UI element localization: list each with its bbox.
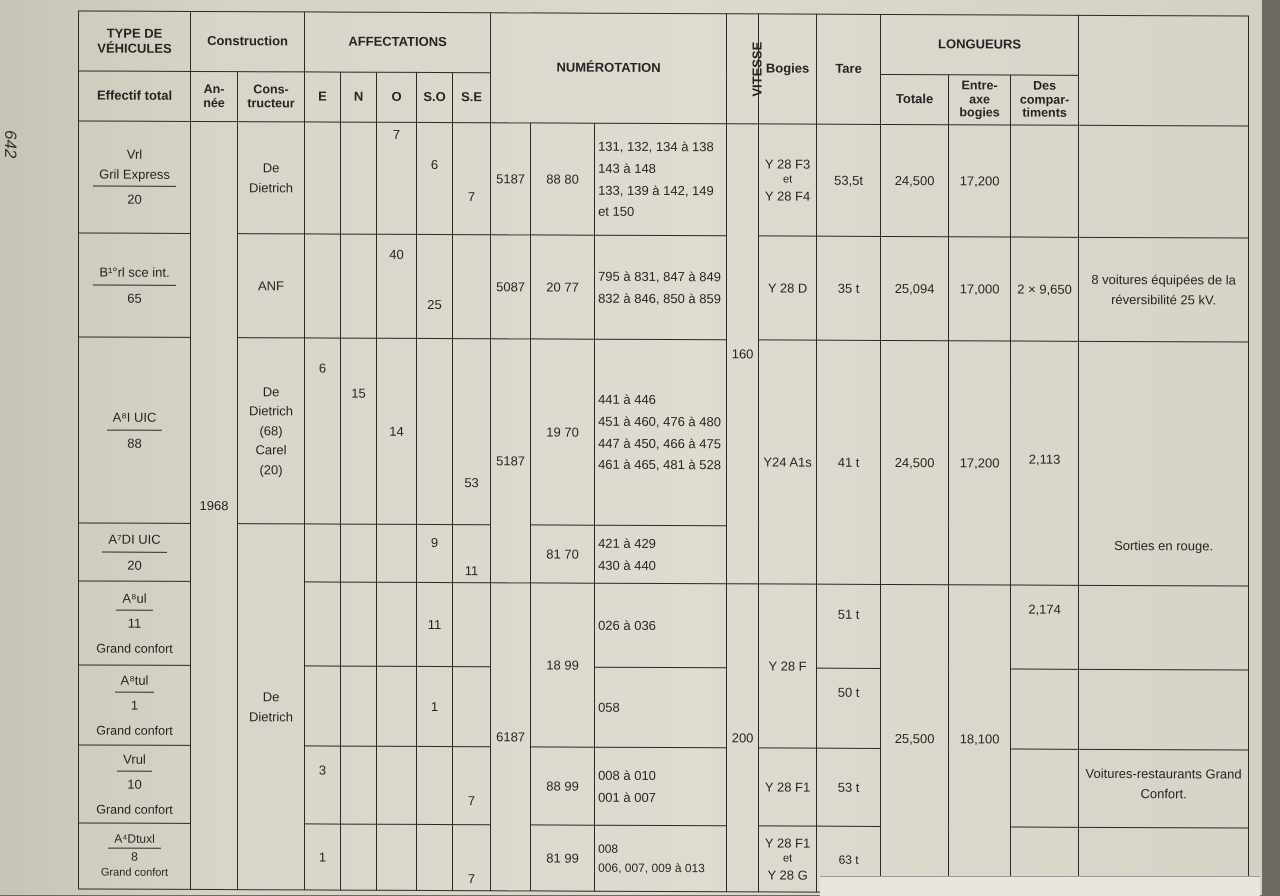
entraxe-cell: 17,000	[949, 237, 1011, 341]
vehicle-subtitle: Grand confort	[96, 802, 173, 817]
vehicle-subtitle: Grand confort	[96, 723, 173, 738]
aff-e	[305, 582, 341, 666]
aff-o: 40	[377, 234, 417, 338]
header-tare: Tare	[817, 14, 881, 124]
aff-se: 7	[453, 747, 491, 825]
vehicle-type-cell	[79, 581, 191, 665]
table-row	[79, 233, 1249, 342]
aff-se	[453, 235, 491, 339]
vehicle-count: 10	[127, 776, 142, 792]
annee-cell: 1968	[191, 121, 238, 889]
vehicle-type: A⁸ul	[116, 588, 152, 611]
aff-n: 15	[341, 338, 377, 524]
bogies-cell: Y 28 F	[759, 584, 817, 748]
vehicle-count: 11	[127, 615, 142, 631]
num-series: 5187	[491, 123, 531, 235]
compart-cell	[1011, 125, 1079, 237]
header-construction: Construction	[191, 11, 305, 71]
num-list-item: 430 à 440	[598, 557, 656, 573]
vehicle-type: A⁸tul	[115, 670, 155, 693]
num-list-item: 832 à 846, 850 à 859	[598, 290, 721, 306]
aff-o	[377, 582, 417, 666]
vehicle-type: Vrul	[117, 749, 152, 772]
constructeur-line: (68)	[259, 422, 283, 439]
aff-n	[341, 122, 377, 234]
header-numerotation: NUMÉROTATION	[491, 13, 727, 124]
tare-cell: 35 t	[817, 236, 881, 340]
num-series: 6187	[491, 583, 531, 891]
header-vitesse-cell	[727, 14, 765, 124]
aff-o: 14	[377, 338, 417, 524]
aff-o	[377, 524, 417, 582]
vehicle-count: 20	[127, 191, 142, 207]
aff-e: 6	[305, 338, 341, 524]
bogies-cell: Y24 A1s	[759, 340, 817, 584]
constructeur-line: Carel	[255, 442, 287, 458]
num-list-cell: 058	[595, 667, 727, 748]
num-list-item: 006, 007, 009 à 013	[598, 860, 705, 875]
header-n: N	[341, 72, 377, 122]
constructeur-line: Dietrich	[248, 403, 294, 419]
num-list-item: 447 à 450, 466 à 475	[598, 435, 721, 451]
aff-o: 7	[377, 122, 417, 234]
aff-o	[377, 746, 417, 824]
vitesse-200: 200	[727, 584, 759, 892]
header-se: S.E	[453, 73, 491, 123]
tare-cell: 51 t	[817, 584, 881, 668]
vehicle-count: 88	[127, 435, 142, 451]
header-vitesse: VITESSE	[749, 41, 765, 97]
constructeur-cell	[238, 338, 305, 524]
num-class: 81 70	[531, 525, 595, 583]
header-blank	[1079, 15, 1249, 126]
tare-cell: 53,5t	[817, 124, 881, 236]
header-so: S.O	[417, 72, 453, 122]
num-list-item: 131, 132, 134 à 138	[598, 139, 714, 155]
num-list-cell	[595, 339, 727, 526]
aff-so: 25	[417, 234, 453, 338]
num-list-item: 143 à 148	[598, 160, 656, 176]
bogies-et: et	[782, 173, 793, 187]
num-list-cell	[595, 525, 727, 584]
header-compartiments: Des compar- timents	[1011, 75, 1079, 125]
vehicle-type-cell	[79, 745, 191, 823]
num-list-item: 133, 139 à 142, 149	[598, 182, 714, 198]
entraxe-cell: 18,100	[949, 585, 1011, 893]
aff-n	[341, 524, 377, 582]
aff-se: 11	[453, 525, 491, 583]
num-list-item: 001 à 007	[598, 789, 656, 805]
num-list-cell	[595, 825, 727, 892]
aff-e	[305, 666, 341, 746]
aff-so	[417, 338, 453, 524]
compart-cell: 2,113	[1011, 341, 1079, 585]
aff-so	[417, 824, 453, 890]
header-bogies: Bogies	[759, 14, 817, 124]
aff-e	[305, 122, 341, 234]
num-list-cell	[595, 235, 727, 340]
num-class: 19 70	[531, 339, 595, 525]
background-card	[820, 876, 1260, 896]
constructeur-line: (20)	[259, 461, 283, 478]
header-longueurs: LONGUEURS	[881, 14, 1079, 75]
compart-cell	[1011, 749, 1079, 827]
vehicle-type: A⁴Dtuxl	[108, 832, 161, 849]
compart-cell: 2,174	[1011, 585, 1079, 669]
aff-se: 53	[453, 339, 491, 525]
totale-cell: 25,500	[881, 584, 949, 892]
totale-cell: 24,500	[881, 340, 949, 584]
aff-se	[453, 667, 491, 747]
vehicle-type-cell	[79, 337, 191, 523]
aff-so: 6	[417, 122, 453, 234]
aff-e: 3	[305, 746, 341, 824]
bogies-type: Y 28 F3	[764, 156, 811, 172]
bogies-cell: Y 28 F1	[759, 748, 817, 826]
num-list-cell	[595, 747, 727, 826]
page-number: 642	[1, 130, 20, 159]
vehicle-type-cell	[79, 121, 191, 233]
vehicle-type: B¹°rl sce int.	[93, 263, 175, 286]
entraxe-cell: 17,200	[949, 341, 1011, 585]
table-row	[79, 337, 1249, 528]
num-series: 5187	[491, 339, 531, 583]
note-cell: Voitures-restaurants Grand Confort.	[1079, 749, 1249, 828]
header-e: E	[305, 72, 341, 122]
bogies-cell	[759, 826, 817, 892]
num-list-item: 008	[598, 842, 619, 857]
aff-n	[341, 746, 377, 824]
num-list-item: 441 à 446	[598, 392, 656, 408]
constructeur-line: De	[262, 384, 280, 400]
num-class: 18 99	[531, 583, 595, 747]
vehicle-count: 65	[127, 290, 142, 306]
header-type: TYPE DE VÉHICULES	[79, 11, 191, 71]
num-list-cell: 026 à 036	[595, 583, 727, 668]
vehicle-table	[78, 10, 1249, 894]
aff-so: 11	[417, 582, 453, 666]
aff-se	[453, 583, 491, 667]
vehicle-count: 1	[130, 697, 139, 713]
bogies-type-2: Y 28 G	[767, 867, 808, 883]
num-series: 5087	[491, 235, 531, 339]
num-list-item: et 150	[598, 203, 635, 219]
num-class: 88 80	[531, 123, 595, 235]
bogies-type-2: Y 28 F4	[764, 187, 811, 204]
aff-se: 7	[453, 123, 491, 235]
num-class: 20 77	[531, 235, 595, 339]
totale-cell: 25,094	[881, 236, 949, 340]
bogies-type: Y 28 F1	[764, 835, 811, 851]
constructeur-cell: ANF	[238, 234, 305, 338]
bogies-et: et	[782, 852, 793, 866]
vehicle-count: 8	[131, 849, 138, 864]
num-list-item: 008 à 010	[598, 767, 656, 783]
tare-cell: 50 t	[817, 668, 881, 748]
bogies-cell: Y 28 D	[759, 236, 817, 340]
note-cell: 8 voitures équipées de la réversibilité 25 kV.	[1079, 237, 1249, 342]
constructeur-cell: De Dietrich	[238, 524, 305, 890]
aff-n	[341, 582, 377, 666]
vehicle-type: A⁸I UIC	[107, 408, 163, 431]
aff-so: 1	[417, 666, 453, 746]
aff-e	[305, 234, 341, 338]
aff-e	[305, 524, 341, 582]
aff-o	[377, 666, 417, 746]
num-class: 81 99	[531, 825, 595, 891]
aff-e: 1	[305, 824, 341, 890]
vehicle-count: 20	[127, 557, 142, 573]
bogies-cell	[759, 124, 817, 236]
header-effectif: Effectif total	[79, 71, 191, 121]
note-cell	[1079, 125, 1249, 238]
tare-cell: 63 t	[817, 826, 881, 892]
num-list-cell	[595, 123, 727, 236]
vehicle-type-cell	[79, 665, 191, 745]
aff-n	[341, 824, 377, 890]
totale-cell: 24,500	[881, 124, 949, 236]
aff-so	[417, 746, 453, 824]
aff-n	[341, 234, 377, 338]
vehicle-type: Vrl Gril Express	[93, 145, 176, 187]
aff-so: 9	[417, 524, 453, 582]
vehicle-type-cell	[79, 523, 191, 581]
header-annee: An- née	[191, 71, 238, 121]
note-cell	[1079, 669, 1249, 750]
constructeur-cell: De Dietrich	[238, 122, 305, 234]
num-class: 88 99	[531, 747, 595, 825]
header-totale: Totale	[881, 74, 949, 124]
tare-cell: 53 t	[817, 748, 881, 826]
header-entraxe: Entre- axe bogies	[949, 75, 1011, 125]
header-o: O	[377, 72, 417, 122]
num-list-item: 461 à 465, 481 à 528	[598, 456, 721, 473]
num-list-item: 451 à 460, 476 à 480	[598, 413, 721, 430]
aff-n	[341, 666, 377, 746]
num-list-item: 421 à 429	[598, 535, 656, 551]
header-affectations: AFFECTATIONS	[305, 12, 491, 73]
note-cell	[1079, 585, 1249, 670]
entraxe-cell: 17,200	[949, 125, 1011, 237]
num-list-item: 795 à 831, 847 à 849	[598, 268, 721, 285]
vehicle-type: A⁷DI UIC	[102, 530, 166, 553]
vitesse-160: 160	[727, 124, 759, 584]
aff-o	[377, 824, 417, 890]
note-cell: Sorties en rouge.	[1079, 341, 1249, 586]
vehicle-subtitle: Grand confort	[96, 641, 173, 656]
vehicle-type-cell	[79, 233, 191, 337]
aff-se: 7	[453, 825, 491, 891]
tare-cell: 41 t	[817, 340, 881, 584]
compart-cell	[1011, 669, 1079, 749]
vehicle-subtitle: Grand confort	[100, 866, 169, 879]
header-constructeur: Cons- tructeur	[238, 72, 305, 122]
compart-cell: 2 × 9,650	[1011, 237, 1079, 341]
vehicle-type-cell	[79, 823, 191, 889]
table-row	[79, 121, 1249, 238]
